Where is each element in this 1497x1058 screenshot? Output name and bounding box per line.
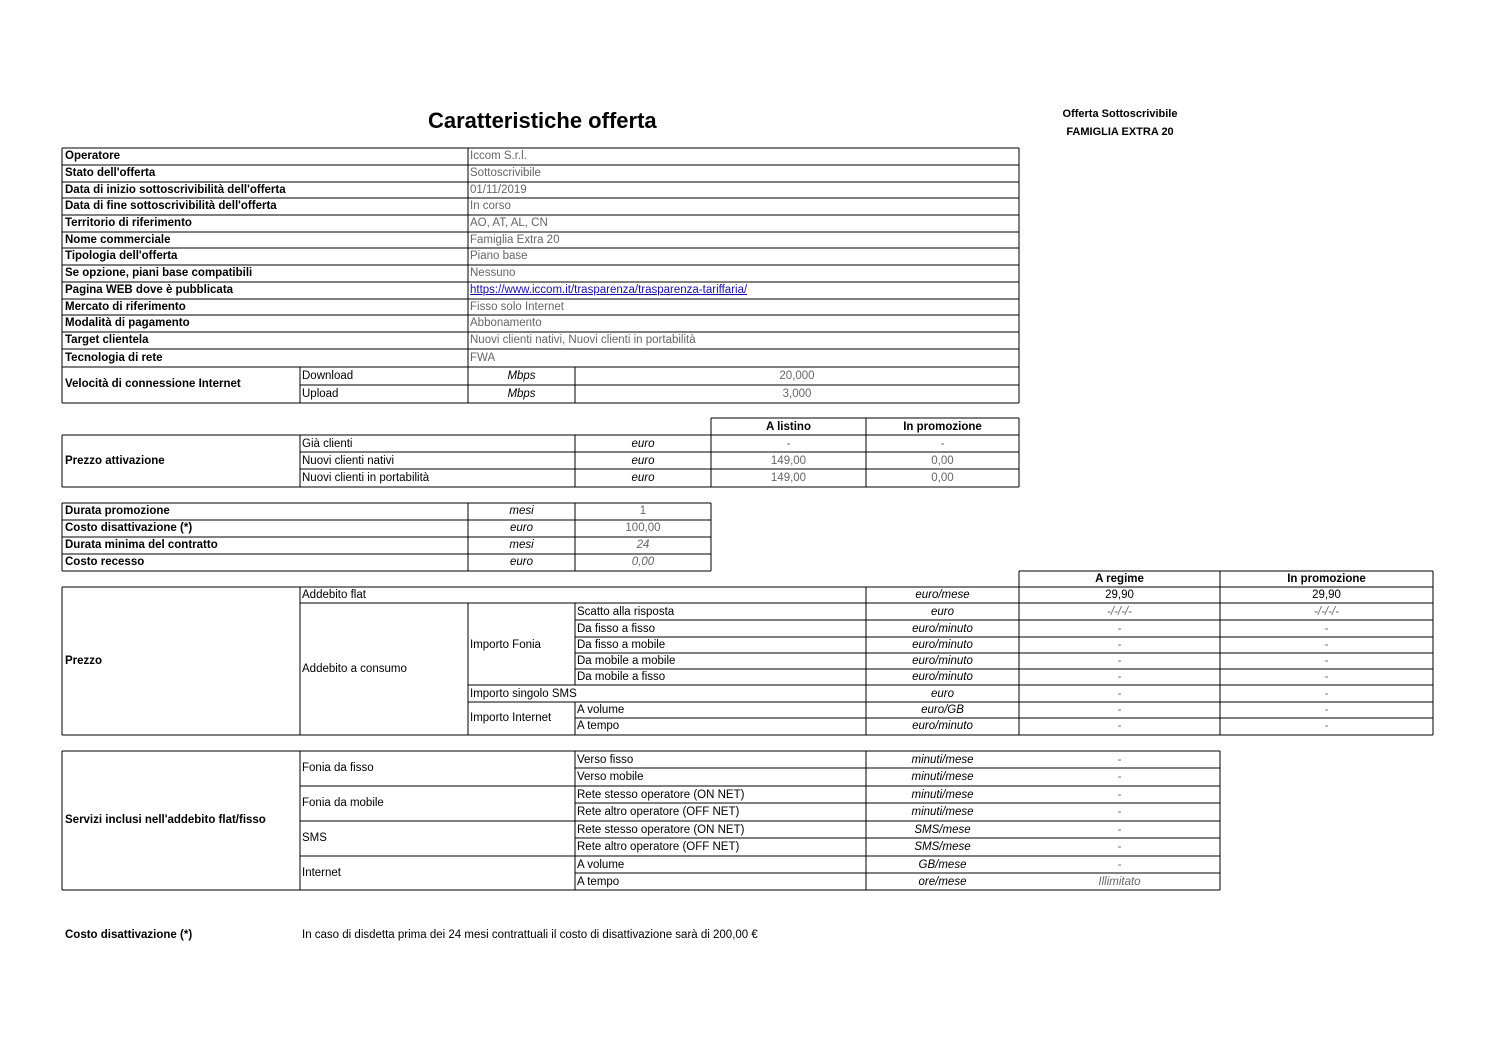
offer-web-link[interactable]: https://www.iccom.it/trasparenza/trasparenza-tariffaria/ bbox=[470, 284, 748, 296]
label-tipologia: Tipologia dell'offerta bbox=[65, 250, 178, 262]
servizi-row-label: Verso mobile bbox=[577, 771, 644, 783]
label-nome-commerciale: Nome commerciale bbox=[65, 234, 171, 246]
servizi-row-unit: minuti/mese bbox=[911, 754, 974, 766]
speed-download-value: 20,000 bbox=[779, 370, 815, 382]
label-pagamento: Modalità di pagamento bbox=[65, 317, 190, 329]
servizi-row-label: A volume bbox=[577, 859, 625, 871]
prezzo-row-regime: - bbox=[1117, 623, 1122, 635]
label-importo-internet: Importo Internet bbox=[470, 712, 552, 724]
col-header-promozione: In promozione bbox=[903, 421, 982, 433]
prezzo-row-unit: euro bbox=[930, 688, 955, 700]
label-addebito-consumo: Addebito a consumo bbox=[302, 663, 407, 675]
value-piani-compatibili: Nessuno bbox=[470, 267, 516, 279]
activation-row-listino: 149,00 bbox=[770, 472, 807, 484]
label-servizi-inclusi: Servizi inclusi nell'addebito flat/fisso bbox=[65, 814, 266, 826]
label-addebito-flat: Addebito flat bbox=[302, 589, 366, 601]
servizi-row-label: Verso fisso bbox=[577, 754, 634, 766]
prezzo-row-label: A volume bbox=[577, 704, 625, 716]
prezzo-row-regime: - bbox=[1117, 639, 1122, 651]
servizi-row-value: - bbox=[1117, 789, 1122, 801]
prezzo-row-unit: euro/minuto bbox=[912, 655, 973, 667]
value-pagamento: Abbonamento bbox=[470, 317, 542, 329]
value-costo-recesso: 0,00 bbox=[631, 556, 655, 568]
offer-status-caption: Offerta Sottoscrivibile bbox=[1062, 108, 1178, 120]
activation-row-label: Già clienti bbox=[302, 438, 353, 450]
prezzo-row-unit: euro/minuto bbox=[912, 720, 973, 732]
label-prezzo-attivazione: Prezzo attivazione bbox=[65, 455, 165, 467]
activation-row-listino: - bbox=[786, 438, 791, 450]
col-header-regime: A regime bbox=[1095, 573, 1144, 585]
servizi-row-value: - bbox=[1117, 859, 1122, 871]
servizi-row-value: - bbox=[1117, 824, 1122, 836]
activation-row-promo: 0,00 bbox=[931, 455, 954, 467]
group-internet: Internet bbox=[302, 867, 341, 879]
activation-row-label: Nuovi clienti nativi bbox=[302, 455, 395, 467]
value-tipologia: Piano base bbox=[470, 250, 528, 262]
speed-download-label: Download bbox=[302, 370, 354, 382]
value-data-fine: In corso bbox=[470, 200, 511, 212]
label-operatore: Operatore bbox=[65, 150, 120, 162]
label-tecnologia: Tecnologia di rete bbox=[65, 352, 163, 364]
activation-row-unit: euro bbox=[631, 455, 655, 467]
servizi-row-label: Rete stesso operatore (ON NET) bbox=[577, 824, 745, 836]
prezzo-row-regime: - bbox=[1117, 688, 1122, 700]
prezzo-row-promo: - bbox=[1324, 671, 1329, 683]
prezzo-row-unit: euro/GB bbox=[921, 704, 964, 716]
servizi-row-unit: GB/mese bbox=[918, 859, 967, 871]
servizi-row-value: - bbox=[1117, 754, 1122, 766]
value-mercato: Fisso solo Internet bbox=[470, 301, 564, 313]
label-velocita: Velocità di connessione Internet bbox=[65, 378, 241, 390]
activation-row-label: Nuovi clienti in portabilità bbox=[302, 472, 430, 484]
value-costo-disattivazione: 100,00 bbox=[625, 522, 661, 534]
col-header-listino: A listino bbox=[766, 421, 811, 433]
offer-name-caption: FAMIGLIA EXTRA 20 bbox=[1066, 126, 1174, 138]
value-nome-commerciale: Famiglia Extra 20 bbox=[470, 234, 560, 246]
label-data-inizio: Data di inizio sottoscrivibilità dell'offerta bbox=[65, 184, 286, 196]
prezzo-row-unit: euro/minuto bbox=[912, 671, 973, 683]
prezzo-row-unit: euro/minuto bbox=[912, 639, 973, 651]
prezzo-row-regime: - bbox=[1117, 655, 1122, 667]
prezzo-row-regime: -/-/-/- bbox=[1107, 606, 1132, 618]
label-stato: Stato dell'offerta bbox=[65, 167, 156, 179]
value-stato: Sottoscrivibile bbox=[470, 167, 541, 179]
prezzo-row-label: Scatto alla risposta bbox=[577, 606, 675, 618]
group-fonia-mobile: Fonia da mobile bbox=[302, 797, 384, 809]
prezzo-row-label: Da fisso a fisso bbox=[577, 623, 655, 635]
value-tecnologia: FWA bbox=[470, 352, 496, 364]
label-importo-sms: Importo singolo SMS bbox=[470, 688, 577, 700]
unit-costo-recesso: euro bbox=[509, 556, 534, 568]
servizi-row-label: A tempo bbox=[577, 876, 620, 888]
prezzo-row-label: Da mobile a fisso bbox=[577, 671, 666, 683]
group-fonia-fisso: Fonia da fisso bbox=[302, 762, 374, 774]
servizi-row-unit: minuti/mese bbox=[911, 806, 974, 818]
prezzo-row-label: A tempo bbox=[577, 720, 620, 732]
label-piani-compatibili: Se opzione, piani base compatibili bbox=[65, 267, 253, 279]
servizi-row-label: Rete altro operatore (OFF NET) bbox=[577, 841, 740, 853]
group-sms: SMS bbox=[302, 832, 327, 844]
activation-row-promo: - bbox=[940, 438, 945, 450]
footnote-text: In caso di disdetta prima dei 24 mesi contrattuali il costo di disattivazione sarà di 200,00 € bbox=[302, 929, 758, 941]
unit-durata-minima: mesi bbox=[509, 539, 534, 551]
prezzo-row-regime: - bbox=[1117, 671, 1122, 683]
prezzo-row-regime: - bbox=[1117, 720, 1122, 732]
label-costo-disattivazione: Costo disattivazione (*) bbox=[65, 522, 193, 534]
label-target: Target clientela bbox=[65, 334, 149, 346]
value-operatore: Iccom S.r.l. bbox=[470, 150, 527, 162]
label-pagina-web: Pagina WEB dove è pubblicata bbox=[65, 284, 234, 296]
prezzo-row-promo: -/-/-/- bbox=[1314, 606, 1339, 618]
servizi-row-value: - bbox=[1117, 841, 1122, 853]
activation-row-listino: 149,00 bbox=[770, 455, 807, 467]
servizi-row-label: Rete stesso operatore (ON NET) bbox=[577, 789, 745, 801]
servizi-row-value: - bbox=[1117, 771, 1122, 783]
page-title: Caratteristiche offerta bbox=[428, 108, 657, 133]
footnote-label: Costo disattivazione (*) bbox=[65, 929, 193, 941]
speed-upload-label: Upload bbox=[302, 388, 339, 400]
unit-addebito-flat: euro/mese bbox=[915, 589, 970, 601]
value-durata-promozione: 1 bbox=[639, 505, 647, 517]
label-prezzo: Prezzo bbox=[65, 655, 103, 667]
servizi-row-label: Rete altro operatore (OFF NET) bbox=[577, 806, 740, 818]
servizi-row-unit: SMS/mese bbox=[914, 824, 971, 836]
label-costo-recesso: Costo recesso bbox=[65, 556, 145, 568]
servizi-row-value: Illimitato bbox=[1098, 876, 1141, 888]
label-territorio: Territorio di riferimento bbox=[65, 217, 192, 229]
prezzo-row-label: Da fisso a mobile bbox=[577, 639, 666, 651]
label-data-fine: Data di fine sottoscrivibilità dell'offerta bbox=[65, 200, 277, 212]
label-mercato: Mercato di riferimento bbox=[65, 301, 186, 313]
label-durata-minima: Durata minima del contratto bbox=[65, 539, 218, 551]
prezzo-row-promo: - bbox=[1324, 655, 1329, 667]
servizi-row-value: - bbox=[1117, 806, 1122, 818]
prezzo-row-unit: euro bbox=[930, 606, 955, 618]
speed-upload-unit: Mbps bbox=[507, 388, 536, 400]
servizi-row-unit: minuti/mese bbox=[911, 789, 974, 801]
value-durata-minima: 24 bbox=[636, 539, 650, 551]
label-importo-fonia: Importo Fonia bbox=[470, 639, 541, 651]
prezzo-row-promo: - bbox=[1324, 704, 1329, 716]
speed-download-unit: Mbps bbox=[507, 370, 536, 382]
prezzo-row-promo: - bbox=[1324, 720, 1329, 732]
label-durata-promozione: Durata promozione bbox=[65, 505, 170, 517]
value-data-inizio: 01/11/2019 bbox=[470, 184, 527, 196]
activation-row-promo: 0,00 bbox=[931, 472, 954, 484]
prezzo-row-promo: - bbox=[1324, 639, 1329, 651]
value-territorio: AO, AT, AL, CN bbox=[470, 217, 548, 229]
prezzo-row-regime: - bbox=[1117, 704, 1122, 716]
value-flat-regime: 29,90 bbox=[1105, 589, 1134, 601]
value-target: Nuovi clienti nativi, Nuovi clienti in portabilità bbox=[470, 334, 696, 346]
activation-row-unit: euro bbox=[631, 438, 655, 450]
speed-upload-value: 3,000 bbox=[782, 388, 812, 400]
servizi-row-unit: minuti/mese bbox=[911, 771, 974, 783]
unit-costo-disattivazione: euro bbox=[509, 522, 534, 534]
activation-row-unit: euro bbox=[631, 472, 655, 484]
prezzo-row-promo: - bbox=[1324, 623, 1329, 635]
prezzo-row-promo: - bbox=[1324, 688, 1329, 700]
col-header-promozione: In promozione bbox=[1287, 573, 1366, 585]
unit-durata-promozione: mesi bbox=[509, 505, 534, 517]
prezzo-row-label: Da mobile a mobile bbox=[577, 655, 676, 667]
prezzo-row-unit: euro/minuto bbox=[912, 623, 973, 635]
value-flat-promo: 29,90 bbox=[1312, 589, 1341, 601]
servizi-row-unit: ore/mese bbox=[918, 876, 967, 888]
servizi-row-unit: SMS/mese bbox=[914, 841, 971, 853]
